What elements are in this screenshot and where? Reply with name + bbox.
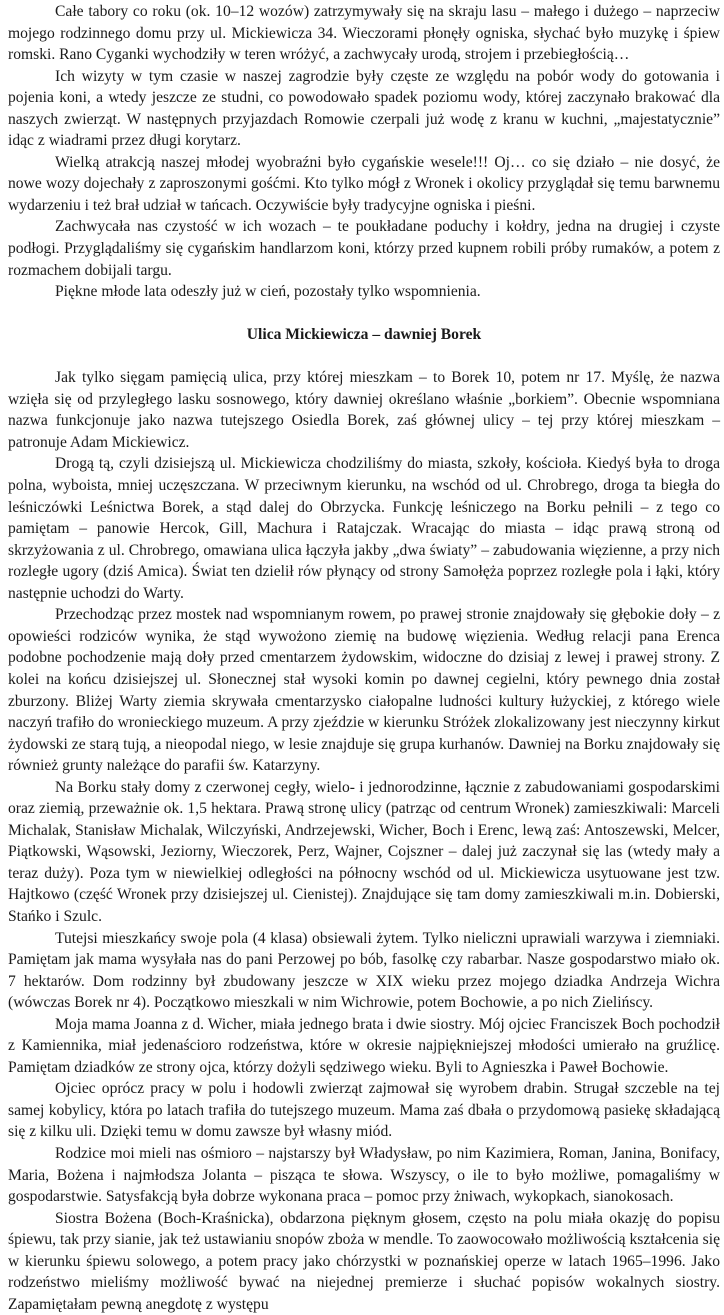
paragraph: Wielką atrakcją naszej młodej wyobraźni było cygańskie wesele!!! Oj… co się działo – nie dosyć, że nowe wozy dojechały z zaproszonymi gośćmi. Kto tylko mógł z Wronek i okolicy przyglądał się temu barwnemu wydarzeniu i też brał udział w tańcach. Oczywiście były tradycyjne ogniska i pieśni. <box>8 153 720 214</box>
paragraph: Zachwycała nas czystość w ich wozach – te poukładane poduchy i kołdry, jedna na drugiej i czyste podłogi. Przyglądaliśmy się cygańskim handlarzom koni, którzy przed kupnem robili próby rumaków, a potem z rozmachem dobijali targu. <box>8 218 720 279</box>
paragraph: Całe tabory co roku (ok. 10–12 wozów) zatrzymywały się na skraju lasu – małego i dużego – naprzeciw mojego rodzinnego domu przy ul. Mickiewicza 34. Wieczorami płonęły ogniska, słychać było muzykę i śpiew romski. Rano Cyganki wychodziły w teren wróżyć, a zachwycały urodą, strojem i przebiegłością… <box>8 3 720 64</box>
paragraph: Przechodząc przez mostek nad wspomnianym rowem, po prawej stronie znajdowały się głębokie doły – z opowieści rodziców wynika, że stąd wywożono ziemię na budowę więzienia. Według relacji pana Erenca podobne pochodzenie mają doły przed cmentarzem żydowskim, widoczne do dzisiaj z lewej i prawej strony. Z kolei na końcu dzisiejszej ul. Słonecznej stał wysoki komin po dawnej cegielni, który pewnego dnia został zburzony. Bliżej Warty ziemia skrywała cmentarzysko ciałopalne ludności kultury łużyckiej, z którego wiele naczyń trafiło do wronieckiego muzeum. A przy zjeździe w kierunku Stróżek zlokalizowany jest nieczynny kirkut żydowski ze starą tują, a nieopodal niego, w lesie znajduje się grupa kurhanów. Dawniej na Borku znajdowały się również grunty należące do parafii św. Katarzyny. <box>8 606 720 775</box>
section-title: Ulica Mickiewicza – dawniej Borek <box>246 326 482 344</box>
paragraph: Rodzice moi mieli nas ośmioro – najstarszy był Władysław, po nim Kazimiera, Roman, Janina, Bonifacy, Maria, Bożena i najmłodsza Jolanta – pisząca te słowa. Wszyscy, o ile to było możliwe, pomagaliśmy w gospodarstwie. Satysfakcją była dobrze wykonana praca – pomoc przy żniwach, wykopkach, sianokosach. <box>8 1144 720 1206</box>
paragraph: Ojciec oprócz pracy w polu i hodowli zwierząt zajmował się wyrobem drabin. Strugał szczeble na tej samej kobylicy, która po latach trafiła do tutejszego muzeum. Mama zaś dbała o przydomową pasiekę składającą się z kilku uli. Dzięki temu w domu zawsze był własny miód. <box>8 1080 720 1141</box>
paragraph: Siostra Bożena (Boch-Kraśnicka), obdarzona pięknym głosem, często na polu miała okazję do popisu śpiewu, tak przy sianie, jak też ustawianiu snopów zboża w mendle. To zaowocowało możliwością kształcenia się w kierunku śpiewu solowego, a potem pracy jako chórzystki w poznańskiej operze w latach 1965–1996. Jako rodzeństwo mieliśmy możliwość bywać na niejednej premierze i słuchać popisów wokalnych siostry. Zapamiętałam pewną anegdotę z występu <box>8 1209 720 1313</box>
paragraph: Na Borku stały domy z czerwonej cegły, wielo- i jednorodzinne, łącznie z zabudowaniami gospodarskimi oraz ziemią, przeważnie ok. 1,5 hektara. Prawą stronę ulicy (patrząc od centrum Wronek) zamieszkiwali: Marceli Michalak, Stanisław Michalak, Wilczyński, Andrzejewski, Wicher, Boch i Erenc, lewą zaś: Antoszewski, Melcer, Piątkowski, Wąsowski, Jeziorny, Wieczorek, Perz, Wajner, Cojszner – dalej już zaczynał się las (wtedy mały a teraz duży). Poza tym w niewielkiej odległości na północny wschód od ul. Mickiewicza usytuowane jest tzw. Hajtkowo (część Wronek przy dzisiejszej ul. Cienistej). Znajdujące się tam domy zamieszkiwali m.in. Dobierski, Stańko i Szulc. <box>8 778 720 925</box>
paragraph: Drogą tą, czyli dzisiejszą ul. Mickiewicza chodziliśmy do miasta, szkoły, kościoła. Kiedyś była to droga polna, wyboista, mniej uczęszczana. W przeciwnym kierunku, na wschód od ul. Chrobrego, droga ta biegła do leśniczówki Leśnictwa Borek, a stąd dalej do Obrzycka. Funkcję leśniczego na Borku pełnili – z tego co pamiętam – panowie Hercok, Gill, Machura i Ratajczak. Wracając do miasta – idąc prawą stroną od skrzyżowania z ul. Chrobrego, omawiana ulica łączyła jakby „dwa światy” – zabudowania więzienne, a przy nich rozległe ugory (dziś Amica). Świat ten dzielił rów płynący od strony Samołęża poprzez rozległe pola i łąki, który następnie uchodzi do Warty. <box>8 455 720 602</box>
paragraph: Piękne młode lata odeszły już w cień, pozostały tylko wspomnienia. <box>55 283 481 301</box>
paragraph: Ich wizyty w tym czasie w naszej zagrodzie były częste ze względu na pobór wody do gotowania i pojenia koni, a wtedy jeszcze ze studni, co powodowało spadek poziomu wody, której zaczynało brakować dla naszych zwierząt. W następnych przyjazdach Romowie czerpali już wodę z kranu w kuchni, „majestatycznie” idąc z wiadrami przez długi korytarz. <box>8 67 720 150</box>
paragraph: Tutejsi mieszkańcy swoje pola (4 klasa) obsiewali żytem. Tylko nieliczni uprawiali warzywa i ziemniaki. Pamiętam jak mama wysyłała nas do pani Perzowej po bób, fasolkę czy rabarbar. Nasze gospodarstwo miało ok. 7 hektarów. Dom rodzinny był zbudowany jeszcze w XIX wieku przez mojego dziadka Andrzeja Wichra (wówczas Borek nr 4). Początkowo mieszkali w nim Wichrowie, potem Bochowie, a po nich Zielińscy. <box>8 929 720 1012</box>
paragraph: Moja mama Joanna z d. Wicher, miała jednego brata i dwie siostry. Mój ojciec Franciszek Boch pochodził z Kamiennika, miał jedenaścioro rodzeństwa, które w okresie najpiękniejszej młodości umierało na gruźlicę. Pamiętam dziadków ze strony ojca, którzy dożyli sędziwego wieku. Byli to Agnieszka i Paweł Bochowie. <box>8 1015 720 1076</box>
document-page <box>8 1 720 1315</box>
paragraph: Jak tylko sięgam pamięcią ulica, przy której mieszkam – to Borek 10, potem nr 17. Myślę, że nazwa wzięła się od przyległego lasku sosnowego, który dawniej określano właśnie „borkiem”. Obecnie wspomniana nazwa funkcjonuje jako nazwa tutejszego Osiedla Borek, zaś głównej ulicy – tej przy której mieszkam – patronuje Adam Mickiewicz. <box>8 369 720 451</box>
